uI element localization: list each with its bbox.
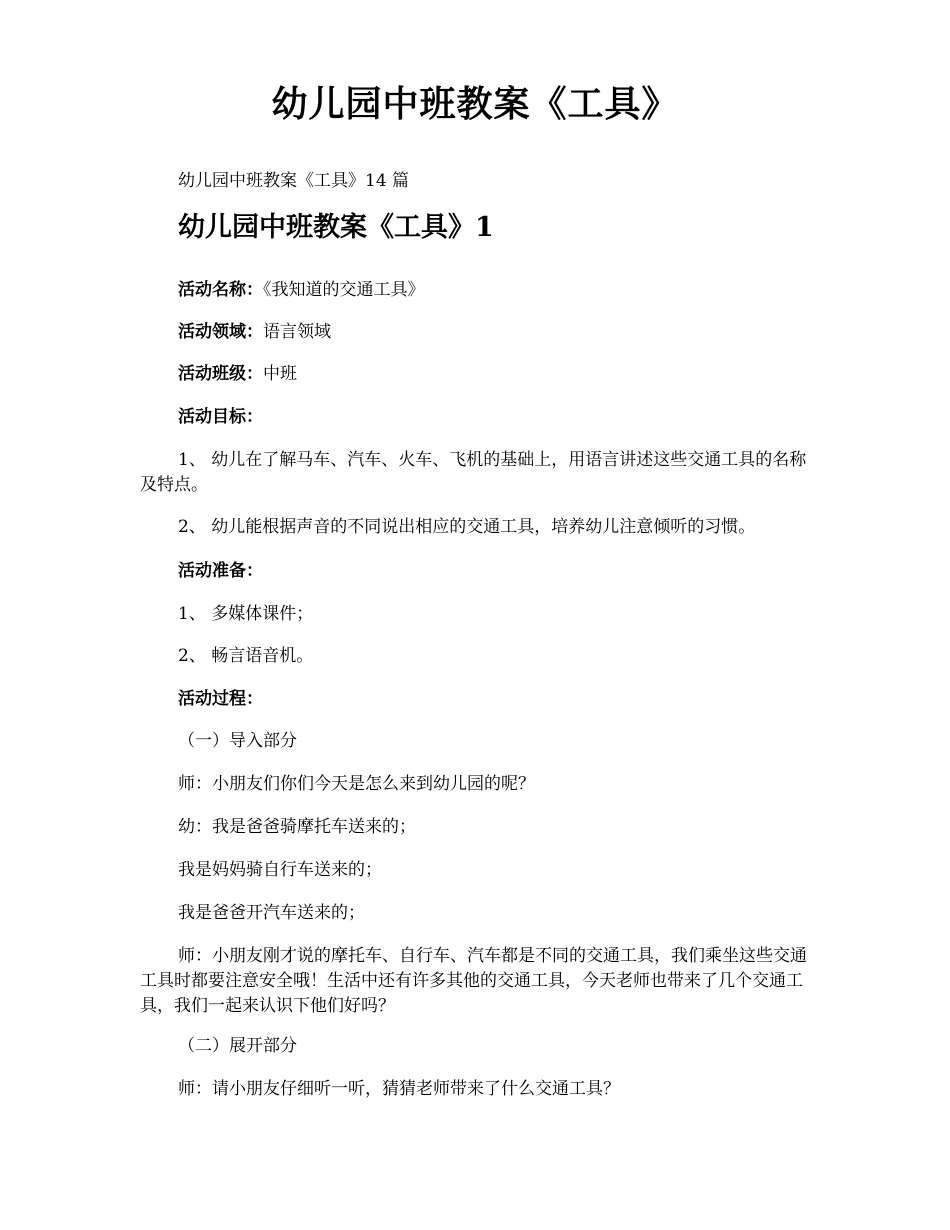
process-line: 我是爸爸开汽车送来的； xyxy=(178,903,365,923)
process-line: 幼：我是爸爸骑摩托车送来的； xyxy=(178,817,416,837)
process-part-2: （二）展开部分 xyxy=(178,1036,297,1056)
process-part-1: （一）导入部分 xyxy=(178,731,297,751)
process-line: 师：小朋友们你们今天是怎么来到幼儿园的呢？ xyxy=(178,774,535,794)
activity-prep-label: 活动准备： xyxy=(178,561,263,581)
activity-domain-value: 语言领域 xyxy=(263,322,331,342)
activity-goals-label: 活动目标： xyxy=(178,407,263,427)
document-subtitle: 幼儿园中班教案《工具》14 篇 xyxy=(178,171,410,191)
activity-class xyxy=(178,363,297,385)
prep-item-2: 2、 畅言语音机。 xyxy=(178,646,314,666)
activity-name xyxy=(178,279,425,301)
activity-domain-label: 活动领域： xyxy=(178,322,263,342)
prep-item-1: 1、 多媒体课件； xyxy=(178,604,314,624)
activity-domain xyxy=(178,321,331,343)
process-paragraph: 师：小朋友刚才说的摩托车、自行车、汽车都是不同的交通工具，我们乘坐这些交通工具时都要注意安全哦！生活中还有许多其他的交通工具，今天老师也带来了几个交通工具，我们一起来认识下他们好吗？ xyxy=(140,946,807,1016)
goal-item-2: 2、 幼儿能根据声音的不同说出相应的交通工具，培养幼儿注意倾听的习惯。 xyxy=(178,517,756,537)
process-line: 我是妈妈骑自行车送来的； xyxy=(178,860,382,880)
activity-name-value: 《我知道的交通工具》 xyxy=(263,280,425,300)
goal-item-1: 1、 幼儿在了解马车、汽车、火车、飞机的基础上，用语言讲述这些交通工具的名称及特点。 xyxy=(140,450,807,495)
activity-name-label: 活动名称： xyxy=(178,280,263,300)
activity-process-label: 活动过程： xyxy=(178,689,263,709)
activity-class-label: 活动班级： xyxy=(178,364,263,384)
section-heading: 幼儿园中班教案《工具》1 xyxy=(178,212,494,243)
process-line: 师：请小朋友仔细听一听，猜猜老师带来了什么交通工具？ xyxy=(178,1079,620,1099)
document-title: 幼儿园中班教案《工具》 xyxy=(271,83,679,125)
activity-class-value: 中班 xyxy=(263,364,297,384)
